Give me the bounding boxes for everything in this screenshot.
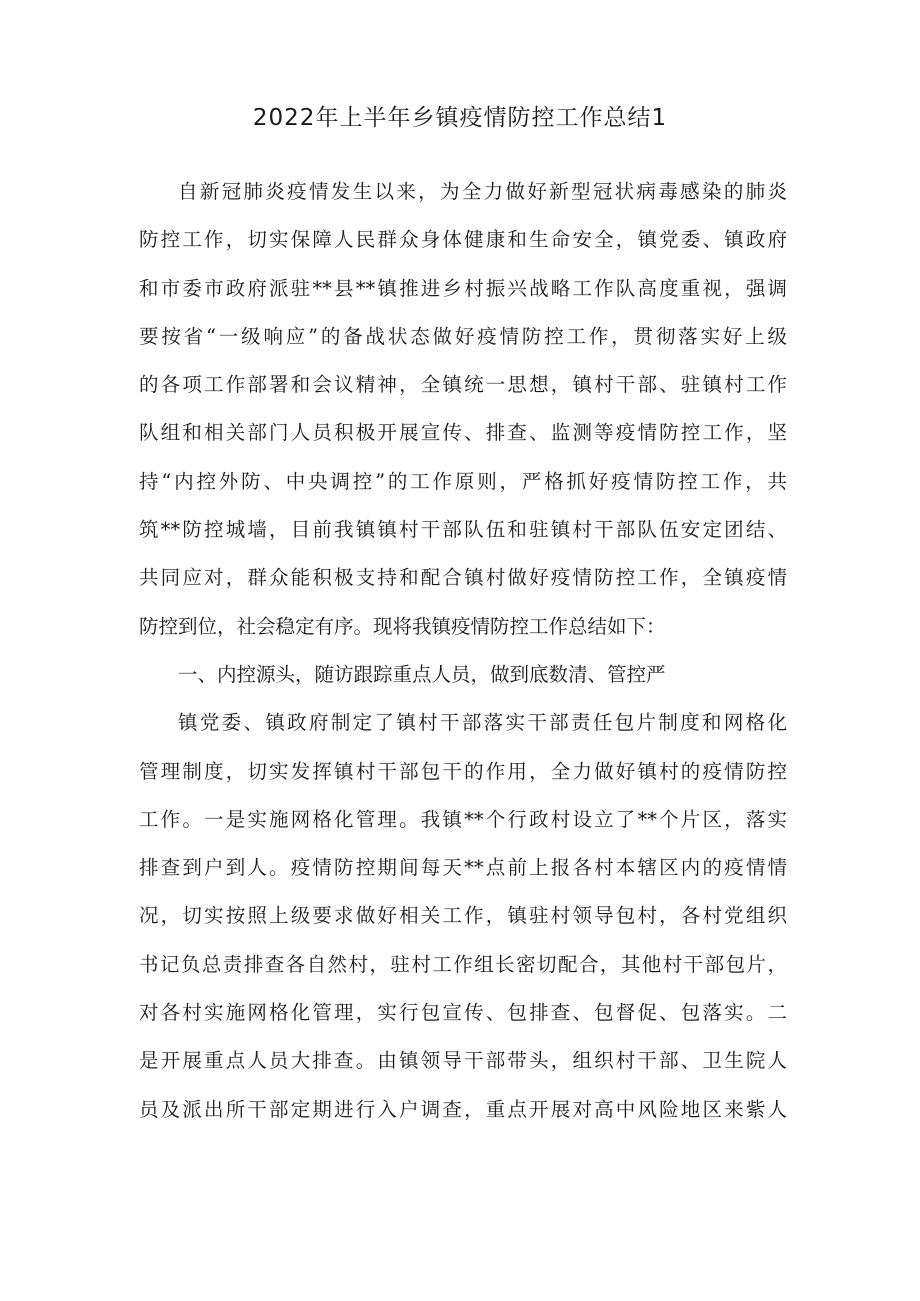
paragraph-line: 况，切实按照上级要求做好相关工作，镇驻村领导包村，各村党组织 [139,904,787,928]
document-body [139,168,787,1134]
paragraph-line: 的各项工作部署和会议精神，全镇统一思想，镇村干部、驻镇村工作 [139,373,787,397]
paragraph-line: 对各村实施网格化管理，实行包宣传、包排查、包督促、包落实。二 [139,1001,787,1025]
paragraph-line: 自新冠肺炎疫情发生以来，为全力做好新型冠状病毒感染的肺炎 [178,180,787,203]
paragraph-line: 是开展重点人员大排查。由镇领导干部带头，组织村干部、卫生院人 [139,1049,787,1073]
paragraph-line: 队组和相关部门人员积极开展宣传、排查、监测等疫情防控工作，坚 [139,421,787,445]
paragraph-line: 书记负总责排查各自然村，驻村工作组长密切配合，其他村干部包片， [139,952,787,976]
paragraph-line: 要按省“一级响应”的备战状态做好疫情防控工作，贯彻落实好上级 [139,324,787,348]
section-heading: 一、内控源头，随访跟踪重点人员，做到底数清、管控严 [178,662,666,686]
document-title: 2022年上半年乡镇疫情防控工作总结1 [252,105,668,131]
paragraph-line: 排查到户到人。疫情防控期间每天**点前上报各村本辖区内的疫情情 [139,856,787,880]
paragraph-line: 和市委市政府派驻**县**镇推进乡村振兴战略工作队高度重视，强调 [139,276,787,300]
paragraph-line: 防控到位，社会稳定有序。现将我镇疫情防控工作总结如下： [139,614,666,638]
paragraph-line: 防控工作，切实保障人民群众身体健康和生命安全，镇党委、镇政府 [139,228,787,252]
paragraph-line: 筑**防控城墙，目前我镇镇村干部队伍和驻镇村干部队伍安定团结、 [139,518,787,542]
paragraph-line: 员及派出所干部定期进行入户调查，重点开展对高中风险地区来紫人 [139,1097,787,1121]
paragraph-line: 管理制度，切实发挥镇村干部包干的作用，全力做好镇村的疫情防控 [139,759,787,783]
paragraph-line: 共同应对，群众能积极支持和配合镇村做好疫情防控工作，全镇疫情 [139,566,787,590]
paragraph-line: 镇党委、镇政府制定了镇村干部落实干部责任包片制度和网格化 [178,711,787,735]
paragraph-line: 持“内控外防、中央调控”的工作原则，严格抓好疫情防控工作，共 [139,469,787,493]
paragraph-line: 工作。一是实施网格化管理。我镇**个行政村设立了**个片区，落实 [139,807,787,831]
